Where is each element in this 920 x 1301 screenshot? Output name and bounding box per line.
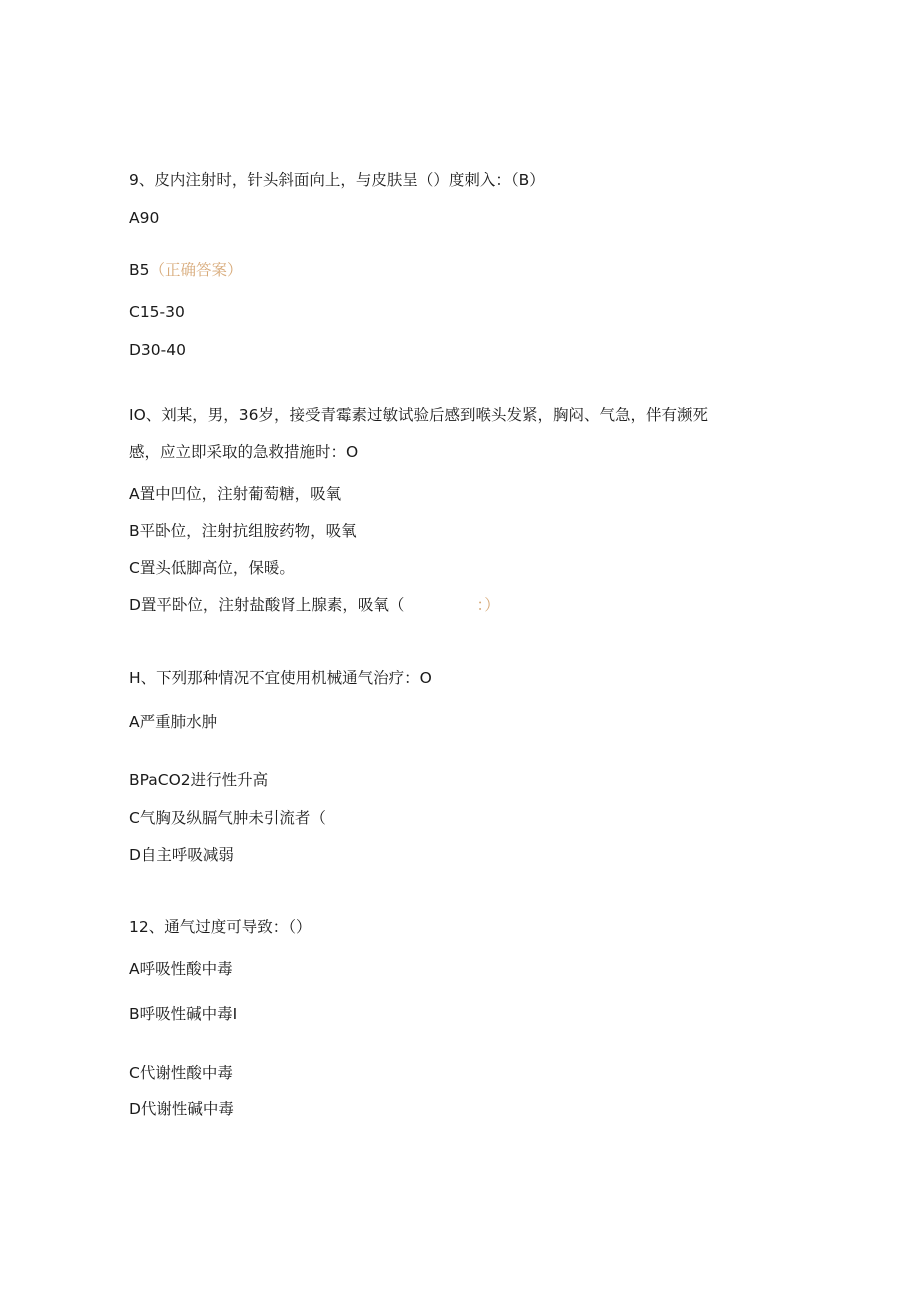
question-9-option-c: C15-30 xyxy=(129,303,185,321)
question-9-stem: 9、皮内注射时，针头斜面向上，与皮肤呈（）度刺入：（B） xyxy=(129,171,545,189)
question-12-option-b: B呼吸性碱中毒I xyxy=(129,1005,238,1023)
question-12-option-a: A呼吸性酸中毒 xyxy=(129,960,233,978)
answer-mark: ：） xyxy=(476,596,500,614)
question-11-option-b: BPaCO2进行性升高 xyxy=(129,771,269,789)
option-b-text: B5 xyxy=(129,261,150,279)
question-9-option-b xyxy=(129,260,243,280)
question-11-stem: H、下列那种情况不宜使用机械通气治疗：O xyxy=(129,669,432,687)
question-11-option-c: C气胸及纵膈气肿未引流者（ xyxy=(129,809,326,827)
question-10-stem-line-2: 感，应立即采取的急救措施时：O xyxy=(129,443,359,461)
question-11-option-d: D自主呼吸减弱 xyxy=(129,846,234,864)
question-10-option-b: B平卧位，注射抗组胺药物，吸氧 xyxy=(129,522,357,540)
question-10-option-d xyxy=(129,595,500,615)
correct-answer-tag: （正确答案） xyxy=(149,261,243,279)
question-9-option-a: A90 xyxy=(129,209,160,227)
question-12-option-c: C代谢性酸中毒 xyxy=(129,1064,233,1082)
question-10-stem-line-1: IO、刘某，男，36岁，接受青霉素过敏试验后感到喉头发紧，胸闷、气急，伴有濒死 xyxy=(129,406,708,424)
question-10-option-c: C置头低脚高位，保暖。 xyxy=(129,559,295,577)
question-9-option-d: D30-40 xyxy=(129,341,186,359)
question-11-option-a: A严重肺水肿 xyxy=(129,713,218,731)
question-12-stem: 12、通气过度可导致：（） xyxy=(129,918,312,936)
question-10-option-a: A置中凹位，注射葡萄糖，吸氧 xyxy=(129,485,342,503)
option-d-text: D置平卧位，注射盐酸肾上腺素，吸氧（ xyxy=(129,596,405,614)
question-12-option-d: D代谢性碱中毒 xyxy=(129,1100,234,1118)
